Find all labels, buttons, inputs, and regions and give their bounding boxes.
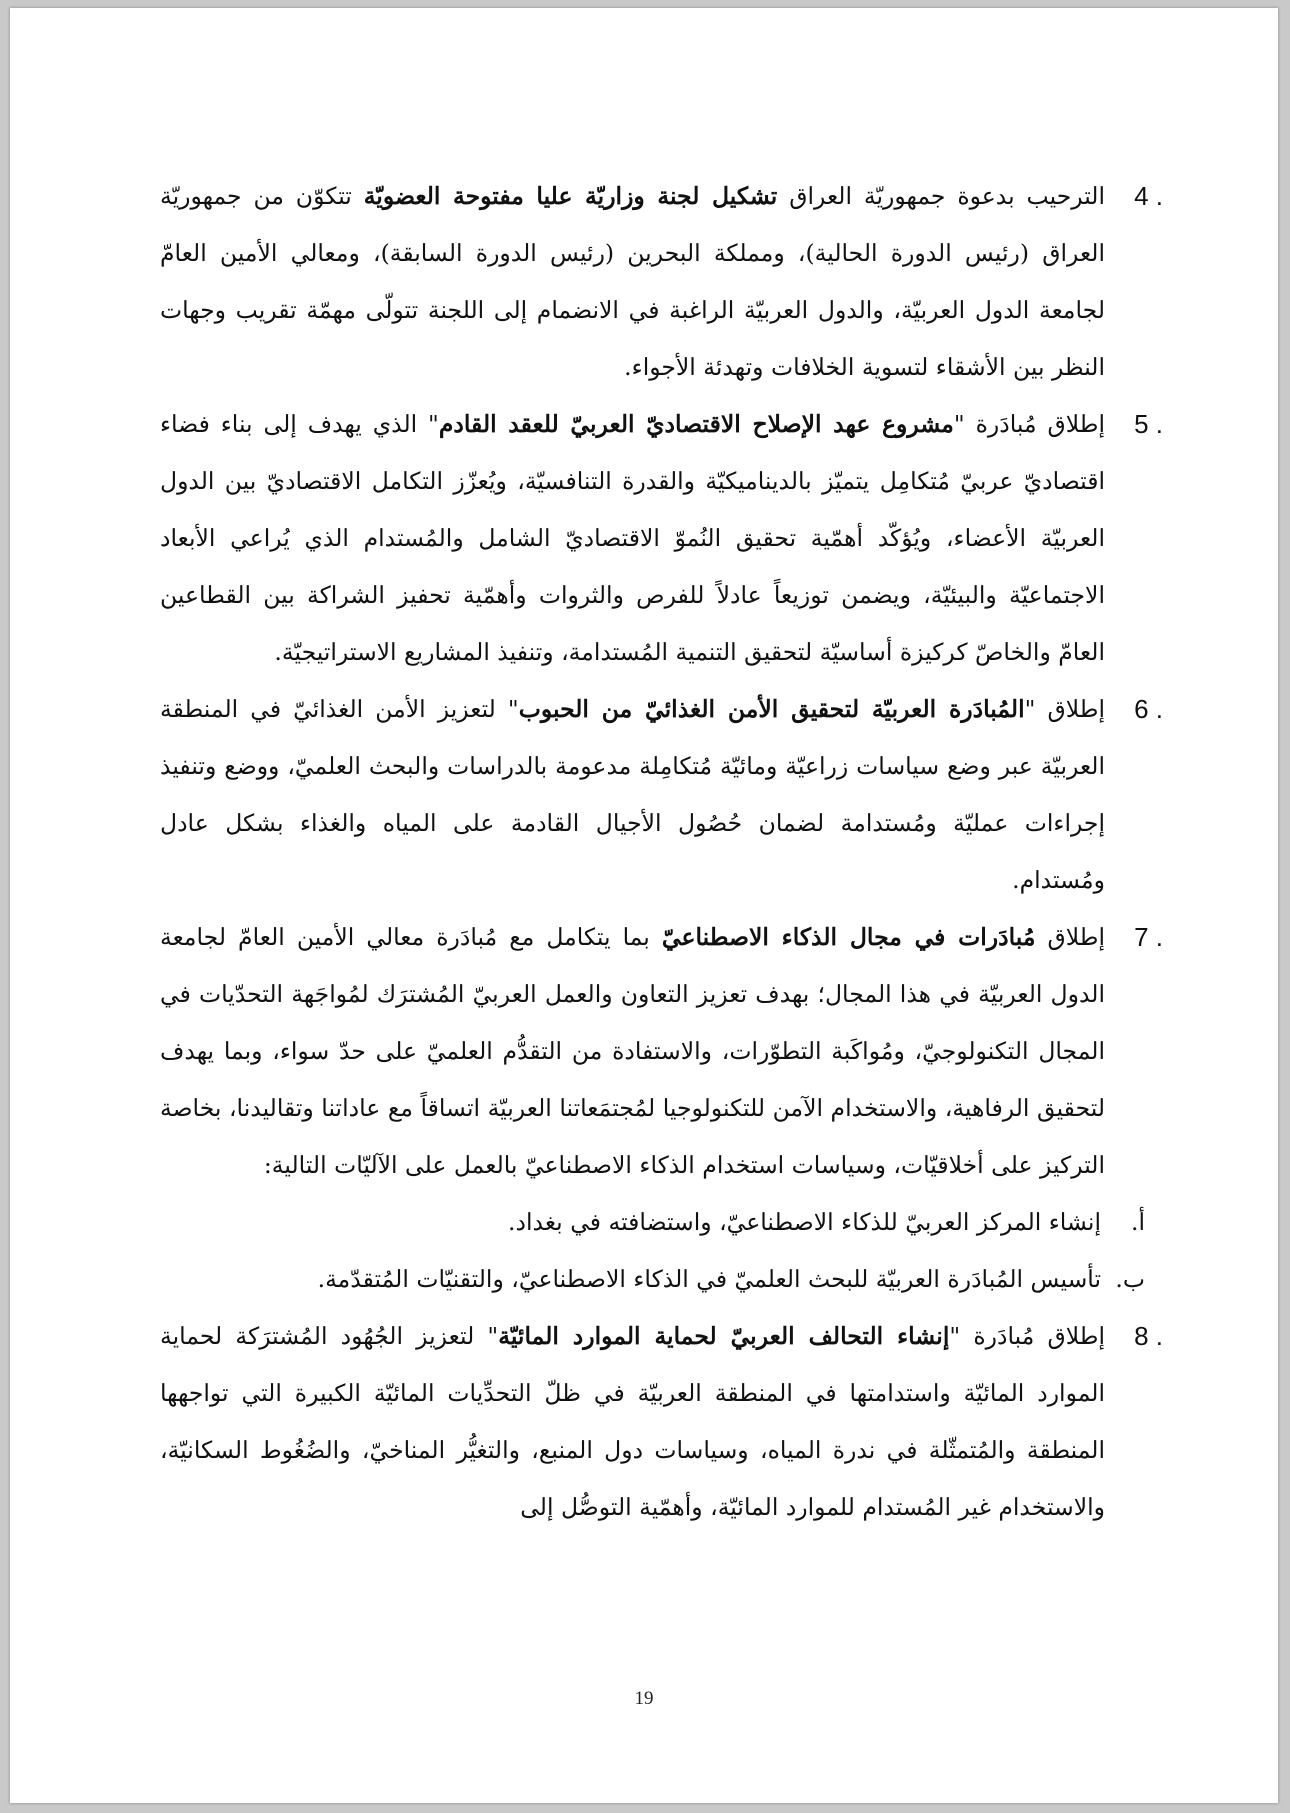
- item-number: 8 .: [1134, 1321, 1163, 1351]
- item-number: 5 .: [1134, 409, 1163, 439]
- item-text: إطلاق مُبادَرة ": [953, 410, 1106, 438]
- document-page: [10, 8, 1278, 1803]
- sub-item-b: [160, 1251, 1145, 1308]
- item-text: إطلاق مُبادَرة ": [949, 1322, 1105, 1350]
- list-item-7: [160, 909, 1163, 1194]
- item-text: " لتعزيز الجُهُود المُشترَكة لحماية الموارد المائيّة واستدامتها في المنطقة العربيّة في ظلّ التحدِّيات المائيّة الكبيرة التي تواجهها المنطقة والمُتمثّلة في ندرة المياه، وسياسات دول المنبع، والتغيُّر المناخيّ، والضُغُوط السكانيّة، والاستخدام غير المُستدام للموارد المائيّة، وأهمّية التوصُّل إلى: [160, 1322, 1105, 1521]
- sub-item-text: إنشاء المركز العربيّ للذكاء الاصطناعيّ، واستضافته في بغداد.: [508, 1208, 1101, 1236]
- list-item-8: [160, 1308, 1163, 1536]
- list-item-6: [160, 681, 1163, 909]
- item-bold-text: مُبادَرات في مجال الذكاء الاصطناعيّ: [661, 923, 1036, 951]
- item-text: الترحيب بدعوة جمهوريّة العراق: [777, 182, 1105, 210]
- sub-item-a: [160, 1194, 1145, 1251]
- page-content: [160, 168, 1163, 1536]
- item-text: تتكوّن من جمهوريّة العراق (رئيس الدورة الحالية)، ومملكة البحرين (رئيس الدورة السابقة)، ومعالي الأمين العامّ لجامعة الدول العربيّة، والدول العربيّة الراغبة في الانضمام إلى اللجنة تتولّى مهمّة تقريب وجهات النظر بين الأشقاء لتسوية الخلافات وتهدئة الأجواء.: [160, 182, 1105, 381]
- item-number: 4 .: [1134, 181, 1163, 211]
- item-bold-text: تشكيل لجنة وزاريّة عليا مفتوحة العضويّة: [363, 182, 778, 210]
- list-item-5: [160, 396, 1163, 681]
- item-text: " لتعزيز الأمن الغذائيّ في المنطقة العربيّة عبر وضع سياسات زراعيّة ومائيّة مُتكامِلة مدعومة بالدراسات والبحث العلميّ، ووضع وتنفيذ إجراءات عمليّة ومُستدامة لضمان حُصُول الأجيال القادمة على المياه والغذاء بشكل عادل ومُستدام.: [160, 695, 1105, 894]
- item-text: إطلاق ": [1024, 695, 1105, 723]
- item-text: " الذي يهدف إلى بناء فضاء اقتصاديّ عربيّ مُتكامِل يتميّز بالديناميكيّة والقدرة التنافسيّة، ويُعزّز التكامل الاقتصاديّ بين الدول العربيّة الأعضاء، ويُؤكّد أهمّية تحقيق النُموّ الاقتصاديّ الشامل والمُستدام الذي يُراعي الأبعاد الاجتماعيّة والبيئيّة، ويضمن توزيعاً عادلاً للفرص والثروات وأهمّية تحفيز الشراكة بين القطاعين العامّ والخاصّ كركيزة أساسيّة لتحقيق التنمية المُستدامة، وتنفيذ المشاريع الاستراتيجيّة.: [160, 410, 1105, 666]
- list-item-4: [160, 168, 1163, 396]
- item-number: 7 .: [1134, 922, 1163, 952]
- sub-item-label: أ.: [1131, 1208, 1145, 1236]
- item-text: إطلاق: [1035, 923, 1105, 951]
- item-bold-text: إنشاء التحالف العربيّ لحماية الموارد المائيّة: [498, 1322, 950, 1350]
- item-text: بما يتكامل مع مُبادَرة معالي الأمين العامّ لجامعة الدول العربيّة في هذا المجال؛ بهدف تعزيز التعاون والعمل العربيّ المُشترَك لمُواجَهة التحدّيات في المجال التكنولوجيّ، ومُواكَبة التطوّرات، والاستفادة من التقدُّم العلميّ على حدّ سواء، وبما يهدف لتحقيق الرفاهية، والاستخدام الآمن للتكنولوجيا لمُجتمَعاتنا العربيّة اتساقاً مع عاداتنا وتقاليدنا، بخاصة التركيز على أخلاقيّات، وسياسات استخدام الذكاء الاصطناعيّ بالعمل على الآليّات التالية:: [160, 923, 1105, 1179]
- page-number: 19: [634, 1688, 654, 1709]
- item-number: 6 .: [1134, 694, 1163, 724]
- sub-item-text: تأسيس المُبادَرة العربيّة للبحث العلميّ في الذكاء الاصطناعيّ، والتقنيّات المُتقدّمة.: [317, 1265, 1101, 1293]
- item-bold-text: المُبادَرة العربيّة لتحقيق الأمن الغذائيّ من الحبوب: [518, 695, 1025, 723]
- sub-item-label: ب.: [1115, 1265, 1145, 1293]
- item-bold-text: مشروع عهد الإصلاح الاقتصاديّ العربيّ للعقد القادم: [438, 410, 954, 438]
